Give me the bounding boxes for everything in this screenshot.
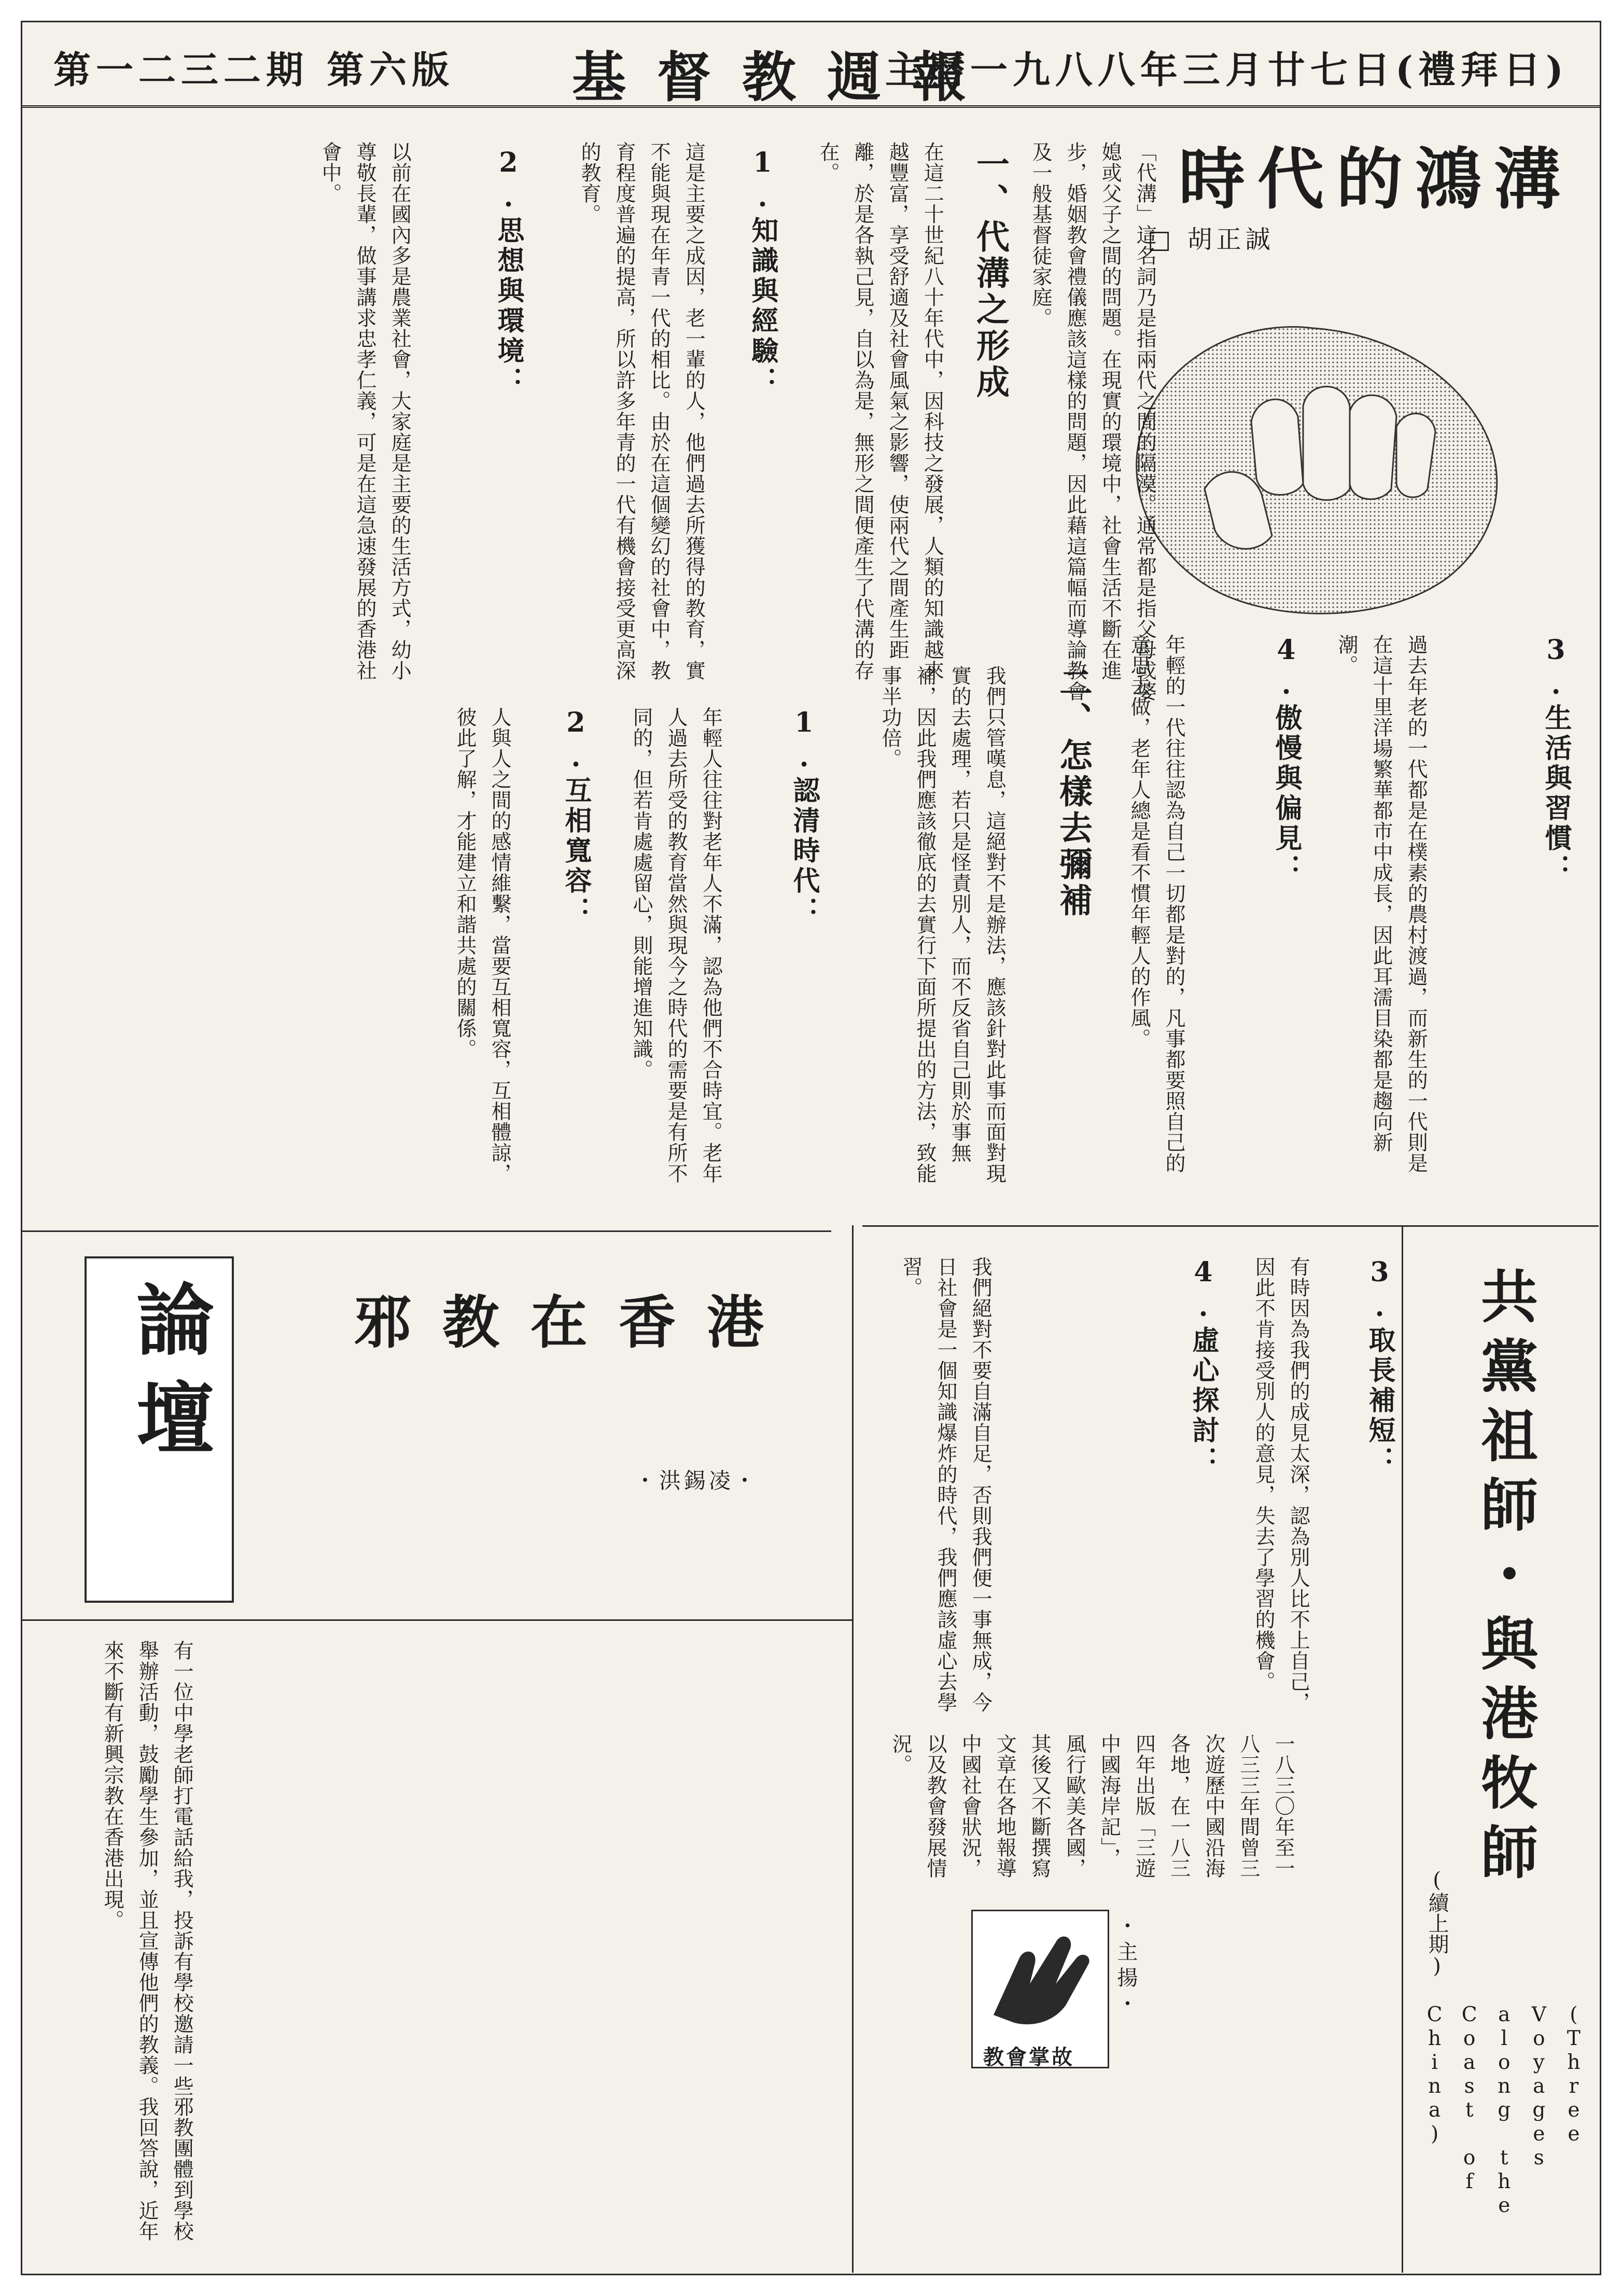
communist-article-text: 一八三〇年至一八三三年間曾三次遊歷中國沿海各地，在一八三四年出版「三遊中國海岸記」，風行歐美各國，其後又不斷撰寫文章在各地報導中國社會狀況，以及教會發展情況。 — [889, 1733, 1295, 1879]
section-text: 在這二十世紀八十年代中，因科技之發展，人類的知識越來越豐富，享受舒適及社會風氣之影響，使兩代之間產生距離，於是各執己見，自以為是，無形之間便產生了代溝的存在。 — [816, 142, 944, 681]
point-text: 我們絕對不要自滿自足，否則我們便一事無成，今日社會是一個知識爆炸的時代，我們應該虛心去學習。 — [899, 1256, 992, 1713]
masthead-issue: 第一二三二期 第六版 — [53, 48, 455, 92]
church-anecdote-badge — [971, 1910, 1109, 2068]
newspaper-page — [21, 21, 1601, 2275]
divider — [1402, 1225, 1403, 2273]
section-text: 我們只管嘆息，這絕對不是辦法，應該針對此事而面對現實的去處理，若只是怪責別人，而不反省自己則於事無補，因此我們應該徹底的去實行下面所提出的方法，致能事半功倍。 — [878, 665, 1006, 1184]
divider — [22, 1619, 852, 1621]
point-heading: 3.取長補短： — [1364, 1256, 1395, 1476]
point-heading: 3.生活與習慣： — [1540, 634, 1572, 884]
point-heading: 2.互相寬容： — [560, 707, 592, 927]
forum-box — [85, 1256, 234, 1603]
article-intro: 「代溝」這名詞乃是指兩代之間的隔漠。通常都是指父母或婆媳或父子之間的問題。在現實的環境中，社會生活不斷在進步，婚姻教會禮儀應該這樣的問題，因此藉這篇幅而導論教會及一般基督徒家庭。 — [1029, 142, 1157, 702]
point-text: 以前在國內多是農業社會，大家庭是主要的生活方式，幼小尊敬長輩，做事講求忠孝仁義，可是在這急速發展的香港社會中。 — [318, 142, 412, 681]
point-heading: 4.傲慢與偏見： — [1270, 634, 1302, 884]
notice-label: 教會掌故 — [983, 2045, 1074, 2069]
section-heading: 一、代溝之形成 — [971, 147, 1010, 401]
communist-article-title: 共黨祖師・與港牧師 — [1472, 1267, 1539, 1892]
masthead — [22, 22, 1600, 108]
cult-article-title: 邪教在香港 — [354, 1289, 795, 1356]
forum-label: 論壇 — [123, 1279, 214, 1476]
divider — [862, 1225, 1599, 1227]
point-heading: 1.認清時代： — [788, 707, 820, 927]
cult-article-author: ・洪錫凌・ — [634, 1468, 759, 1493]
section-heading: 二、怎樣去彌補 — [1054, 665, 1093, 919]
masthead-name: 基督教週報 — [572, 45, 998, 109]
hand-icon — [973, 1911, 1108, 2036]
point-text: 年輕人往往對老年人不滿，認為他們不合時宜。老年人過去所受的教育當然與現今之時代的需要是有所不同的，但若肯處處留心，則能增進知識。 — [630, 707, 723, 1184]
point-heading: 1.知識與經驗： — [747, 147, 778, 397]
communist-article-translation: (Three Voyages along the Coast of China) — [1423, 2003, 1586, 2218]
point-text: 年輕的一代往往認為自己一切都是對的，凡事都要照自己的意思去做，老年人總是看不慣年輕人的作風。 — [1127, 634, 1186, 1173]
communist-article-subtitle: (續上期) — [1425, 1868, 1449, 1978]
point-heading: 2.思想與環境： — [493, 147, 524, 397]
divider — [852, 1225, 854, 2273]
notice-host: ・主揚・ — [1114, 1915, 1138, 2019]
masthead-date: 主曆一九八八年三月廿七日(禮拜日) — [885, 48, 1569, 92]
cult-article-text: 有一位中學老師打電話給我，投訴有學校邀請一些邪教團體到學校舉辦活動，鼓勵學生參加，並且宣傳他們的教義。我回答說，近年來不斷有新興宗教在香港出現。 — [101, 1640, 194, 2242]
point-text: 有時因為我們的成見太深，認為別人比不上自己，因此不肯接受別人的意見，失去了學習的機會。 — [1252, 1256, 1310, 1713]
article-author: □ 胡正誠 — [1148, 225, 1275, 254]
article-title: 時代的鴻溝 — [1179, 141, 1573, 218]
hand-illustration — [1116, 266, 1542, 629]
point-heading: 4.虛心探討： — [1187, 1256, 1219, 1476]
point-text: 人與人之間的感情維繫，當要互相寬容，互相體諒，彼此了解，才能建立和諧共處的關係。 — [453, 707, 512, 1184]
point-text: 過去年老的一代都是在樸素的農村渡過，而新生的一代則是在這十里洋場繁華都市中成長，因此耳濡目染都是趨向新潮。 — [1335, 634, 1428, 1173]
point-text: 這是主要之成因，老一輩的人，他們過去所獲得的教育，實不能與現在年青一代的相比。由於在這個變幻的社會中，教育程度普遍的提高，所以許多年青的一代有機會接受更高深的教育。 — [578, 142, 706, 681]
divider — [22, 1230, 831, 1232]
